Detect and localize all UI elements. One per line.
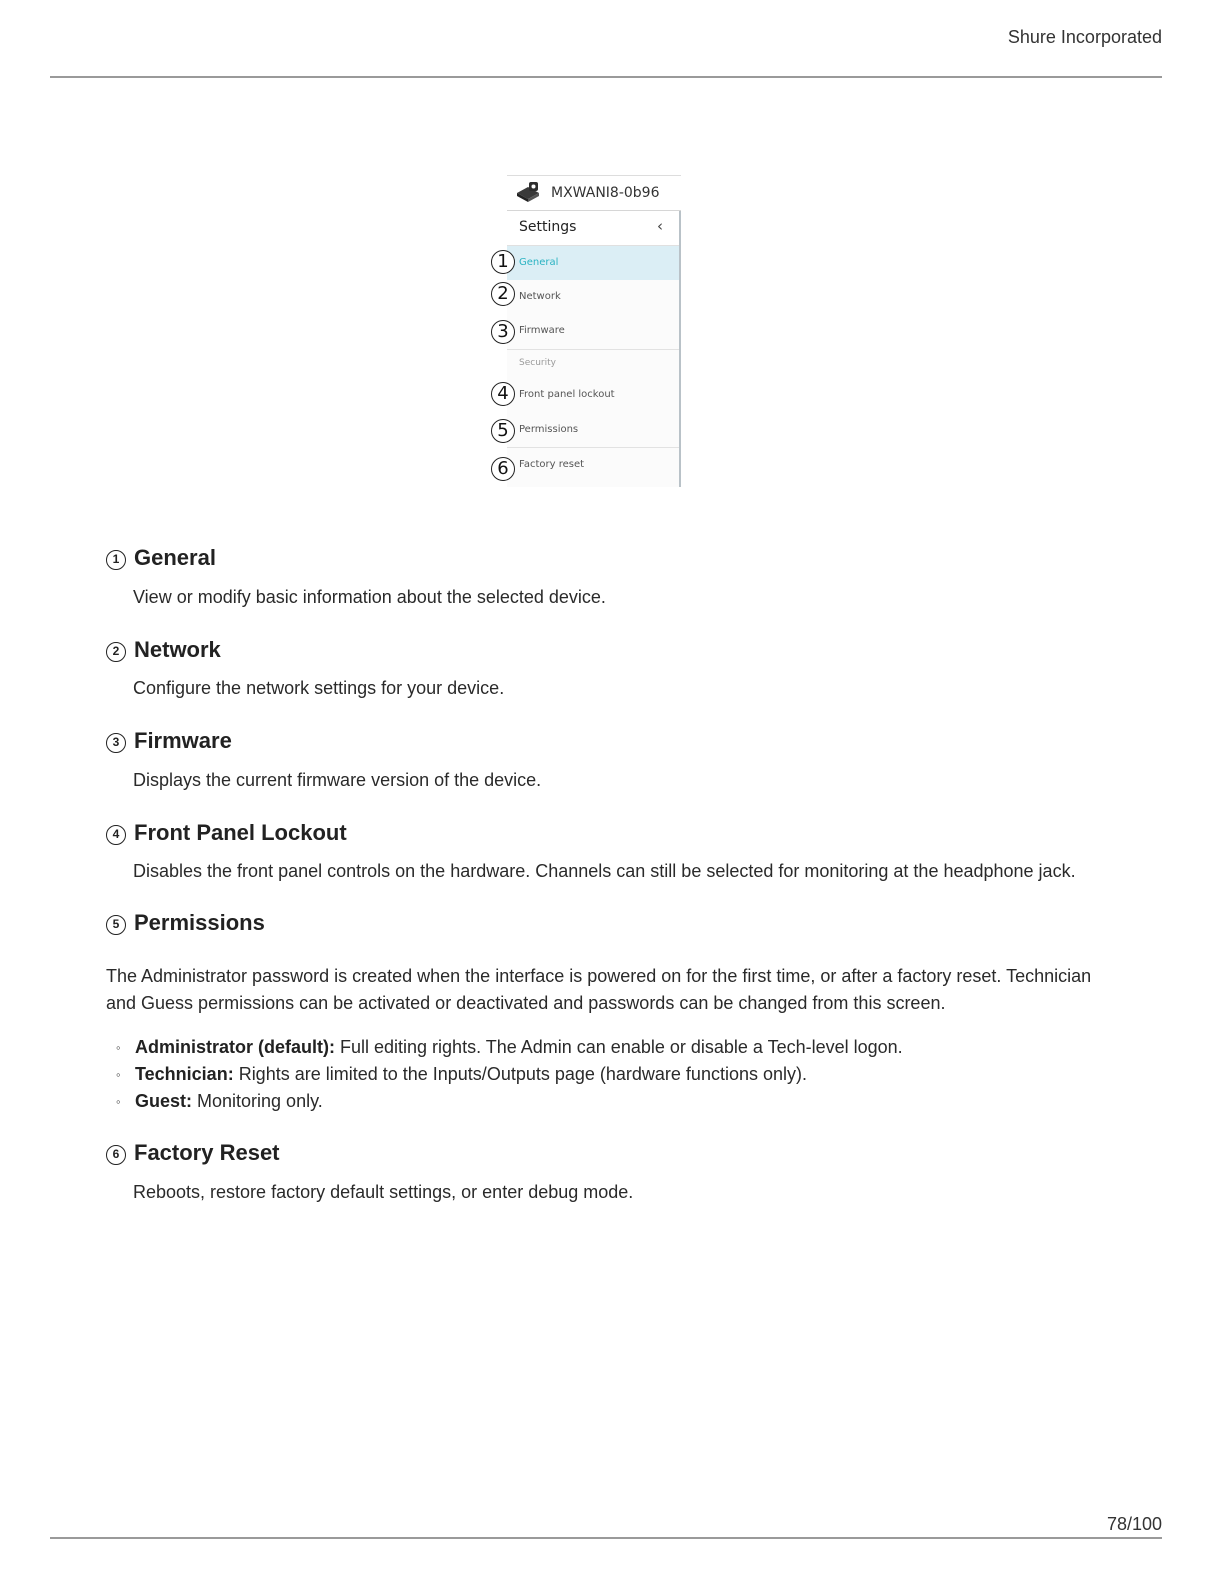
footer-divider — [50, 1537, 1162, 1539]
section-title: Permissions — [134, 910, 265, 935]
menu-item-factory-reset[interactable] — [507, 448, 679, 482]
number-badge-icon: 4 — [106, 825, 126, 845]
number-badge-icon: 6 — [106, 1145, 126, 1165]
header-company-name: Shure Incorporated — [1007, 27, 1162, 47]
section-desc-firmware: Displays the current firmware version of the device. — [133, 770, 542, 790]
section-desc-front-panel-lockout: Disables the front panel controls on the hardware. Channels can still be selected for monitoring at the headphone jack. — [133, 861, 1076, 881]
section-heading-front-panel-lockout — [106, 820, 347, 846]
list-item — [106, 1061, 903, 1088]
callout-1: 1 — [491, 250, 515, 274]
device-name: MXWANI8-0b96 — [551, 185, 660, 201]
list-item — [106, 1088, 903, 1115]
permission-term: Administrator (default): — [135, 1037, 335, 1057]
section-heading-factory-reset — [106, 1140, 280, 1166]
page-number: 78/100 — [1106, 1514, 1162, 1534]
settings-title: Settings — [519, 219, 577, 235]
settings-header — [507, 211, 679, 246]
section-heading-permissions — [106, 910, 265, 936]
menu-item-label: Front panel lockout — [519, 389, 615, 400]
section-desc-network: Configure the network settings for your device. — [133, 678, 505, 698]
bullet-icon: ◦ — [116, 1067, 121, 1082]
number-badge-icon: 3 — [106, 733, 126, 753]
settings-menu-figure — [489, 175, 684, 489]
callout-5: 5 — [491, 419, 515, 443]
section-desc-general: View or modify basic information about the selected device. — [133, 587, 606, 607]
menu-item-label: Firmware — [519, 325, 565, 336]
callout-3: 3 — [491, 320, 515, 344]
callout-6: 6 — [491, 457, 515, 481]
section-title: General — [134, 545, 216, 570]
section-title: Network — [134, 637, 221, 662]
permission-term: Technician: — [135, 1064, 234, 1084]
menu-item-general[interactable] — [507, 246, 679, 280]
header-divider — [50, 76, 1162, 78]
number-badge-icon: 2 — [106, 642, 126, 662]
menu-section-label: Security — [519, 358, 556, 368]
permission-text: Monitoring only. — [192, 1091, 323, 1111]
number-badge-icon: 5 — [106, 915, 126, 935]
menu-item-label: Permissions — [519, 424, 579, 435]
bullet-icon: ◦ — [116, 1094, 121, 1109]
section-desc-factory-reset: Reboots, restore factory default settings, or enter debug mode. — [133, 1182, 634, 1202]
permission-term: Guest: — [135, 1091, 193, 1111]
number-badge-icon: 1 — [106, 550, 126, 570]
menu-item-network[interactable] — [507, 280, 679, 314]
section-heading-firmware — [106, 728, 232, 754]
device-header — [507, 175, 681, 211]
menu-item-front-panel-lockout[interactable] — [507, 378, 679, 412]
collapse-chevron-icon[interactable]: ‹ — [657, 217, 663, 235]
permission-text: Full editing rights. The Admin can enable or disable a Tech-level logon. — [335, 1037, 903, 1057]
permission-text: Rights are limited to the Inputs/Outputs page (hardware functions only). — [233, 1064, 807, 1084]
bullet-icon: ◦ — [116, 1040, 121, 1055]
callout-4: 4 — [491, 382, 515, 406]
menu-item-label: General — [519, 257, 559, 268]
menu-section-security — [507, 347, 679, 381]
callout-2: 2 — [491, 282, 515, 306]
section-title: Factory Reset — [134, 1140, 280, 1165]
section-heading-network — [106, 637, 221, 663]
menu-item-permissions[interactable] — [507, 413, 679, 447]
menu-item-firmware[interactable] — [507, 314, 679, 348]
list-item — [106, 1034, 903, 1061]
menu-item-label: Factory reset — [519, 459, 585, 470]
permissions-intro: The Administrator password is created when the interface is powered on for the first time, or after a factory reset. Technician and Guess permissions can be activated or deactivated and passwords can be changed from this screen. — [106, 966, 1092, 1013]
device-icon — [515, 181, 541, 203]
menu-item-label: Network — [519, 291, 561, 302]
permissions-list — [106, 1034, 903, 1115]
section-heading-general — [106, 545, 216, 571]
section-title: Front Panel Lockout — [134, 820, 347, 845]
section-title: Firmware — [134, 728, 232, 753]
